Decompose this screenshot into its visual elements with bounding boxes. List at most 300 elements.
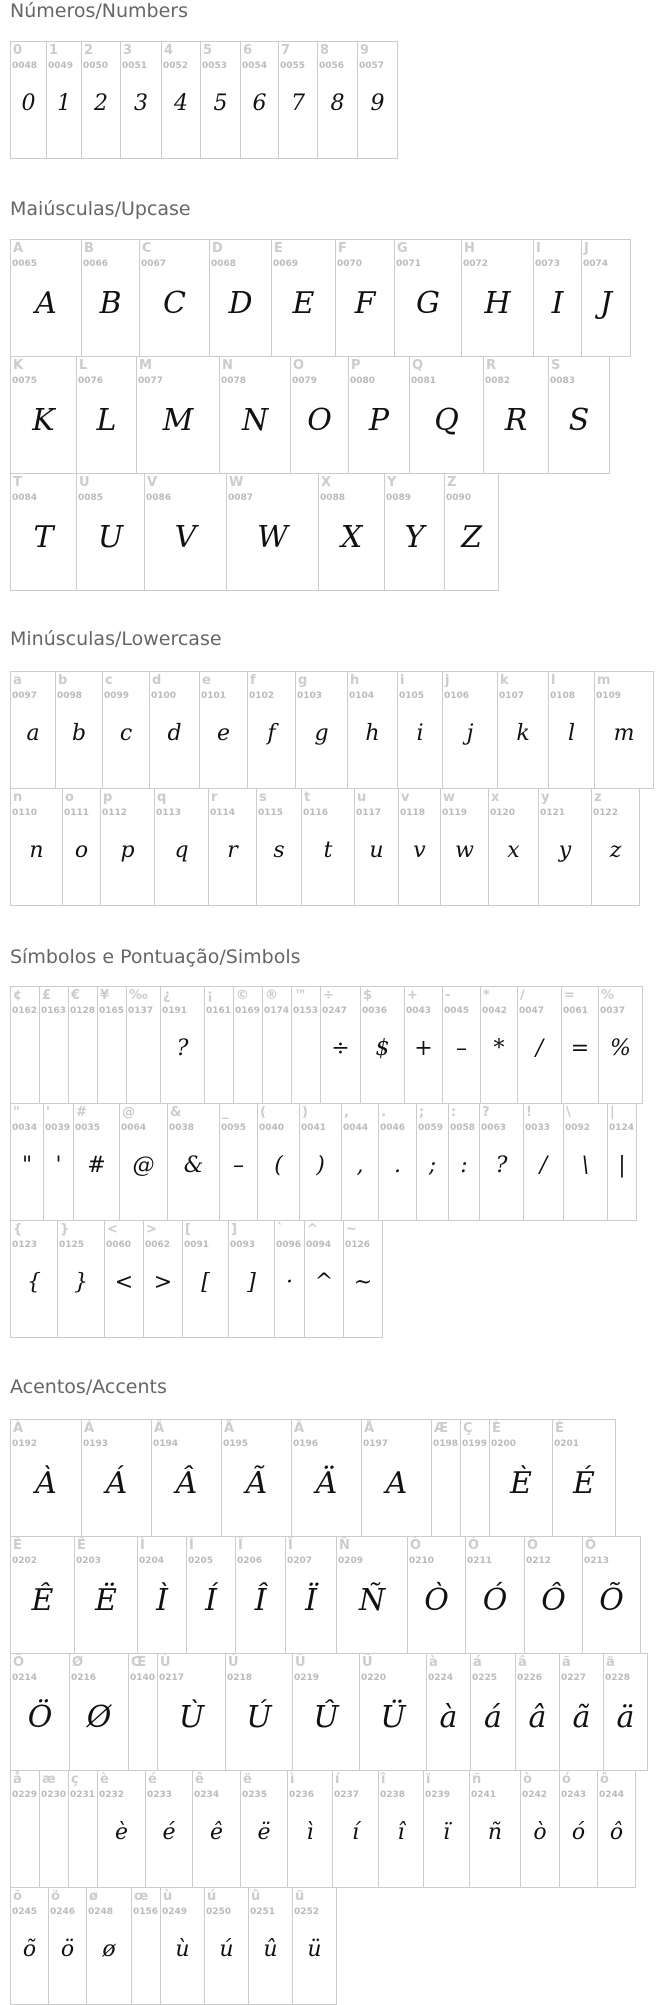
character-code: 0207 [287, 1556, 313, 1566]
glyph-cell [226, 1654, 293, 1770]
glyph-cell [11, 672, 56, 788]
character-code: 0041 [301, 1123, 327, 1133]
character-label: è [100, 1772, 109, 1787]
glyph-cell [11, 474, 77, 590]
character-label: * [483, 988, 490, 1003]
glyph-cell [144, 1221, 183, 1337]
character-code: 0048 [12, 61, 38, 71]
glyph-cell [441, 789, 489, 905]
character-code: 0110 [12, 808, 38, 818]
character-label: i [400, 673, 405, 688]
glyph-preview: 8 [330, 91, 345, 116]
character-label: 4 [164, 43, 174, 58]
glyph-cell [140, 240, 210, 356]
glyph-preview: – [233, 1153, 244, 1178]
glyph-cell [129, 1654, 158, 1770]
glyph-cell [470, 1771, 521, 1887]
glyph-cell [11, 1888, 49, 2004]
character-code: 0214 [12, 1673, 38, 1683]
character-code: 0066 [83, 259, 109, 269]
character-label: € [71, 988, 81, 1003]
character-code: 0034 [12, 1123, 38, 1133]
glyph-row-3-2 [10, 1220, 383, 1338]
section-title-2: Minúsculas/Lowercase [10, 628, 222, 650]
character-code: 0074 [583, 259, 609, 269]
character-label: ? [482, 1105, 490, 1120]
character-label: r [211, 790, 218, 805]
glyph-preview: [ [201, 1270, 210, 1295]
character-label: Ô [527, 1538, 539, 1553]
character-label: W [229, 475, 244, 490]
character-label: 3 [123, 43, 133, 58]
glyph-preview: k [516, 721, 530, 746]
character-code: 0121 [540, 808, 566, 818]
character-code: 0234 [194, 1790, 220, 1800]
glyph-cell [293, 1888, 337, 2004]
glyph-preview: ] [247, 1270, 256, 1295]
character-code: 0120 [490, 808, 516, 818]
character-label: K [13, 358, 24, 373]
character-label: Ã [224, 1421, 235, 1436]
character-label: / [520, 988, 525, 1003]
character-label: @ [122, 1105, 135, 1120]
glyph-preview: ( [274, 1153, 283, 1178]
character-code: 0072 [463, 259, 489, 269]
character-code: 0096 [276, 1240, 302, 1250]
glyph-cell [599, 987, 643, 1103]
glyph-preview: B [99, 286, 122, 321]
glyph-preview: a [26, 721, 40, 746]
character-code: 0103 [297, 691, 323, 701]
glyph-cell [379, 1104, 417, 1220]
glyph-cell [258, 1104, 300, 1220]
glyph-preview: x [507, 838, 520, 863]
glyph-cell [344, 1221, 383, 1337]
glyph-preview: ? [176, 1036, 189, 1061]
character-code: 0089 [386, 493, 412, 503]
glyph-preview: e [216, 721, 231, 746]
glyph-cell [98, 987, 127, 1103]
character-label: Œ [131, 1655, 147, 1670]
character-label: ã [562, 1655, 571, 1670]
character-code: 0229 [12, 1790, 38, 1800]
character-code: 0107 [499, 691, 525, 701]
character-code: 0231 [70, 1790, 96, 1800]
glyph-cell [333, 1771, 379, 1887]
glyph-preview: Ê [31, 1583, 54, 1618]
character-label: L [79, 358, 88, 373]
character-code: 0239 [425, 1790, 451, 1800]
character-label: 7 [281, 43, 291, 58]
character-label: É [555, 1421, 564, 1436]
character-code: 0079 [292, 376, 318, 386]
glyph-preview: V [174, 520, 197, 555]
glyph-cell [293, 1654, 360, 1770]
character-label: ä [606, 1655, 615, 1670]
glyph-row-2-0 [10, 671, 654, 789]
character-code: 0225 [472, 1673, 498, 1683]
character-code: 0201 [554, 1439, 580, 1449]
character-code: 0051 [122, 61, 148, 71]
character-label: à [429, 1655, 438, 1670]
character-label: c [105, 673, 113, 688]
character-label: û [251, 1889, 261, 1904]
character-label: Z [447, 475, 457, 490]
character-label: æ [42, 1772, 56, 1787]
glyph-preview: y [558, 838, 572, 863]
character-label: < [107, 1222, 118, 1237]
glyph-preview: 5 [213, 91, 228, 116]
character-code: 0104 [349, 691, 375, 701]
glyph-preview: C [163, 286, 186, 321]
glyph-preview: ä [616, 1700, 635, 1735]
glyph-preview: m [613, 721, 635, 746]
character-label: 1 [49, 43, 59, 58]
character-code: 0040 [259, 1123, 285, 1133]
character-code: 0085 [78, 493, 104, 503]
character-label: \ [566, 1105, 571, 1120]
glyph-preview: ü [307, 1937, 322, 1962]
character-label: í [335, 1772, 340, 1787]
character-label: , [344, 1105, 349, 1120]
glyph-cell [319, 474, 385, 590]
character-code: 0204 [139, 1556, 165, 1566]
character-code: 0053 [202, 61, 228, 71]
glyph-row-4-1 [10, 1536, 641, 1654]
character-code: 0248 [88, 1907, 114, 1917]
glyph-cell [77, 357, 137, 473]
character-label: Ì [140, 1538, 145, 1553]
glyph-preview: ^ [314, 1270, 334, 1295]
character-label: g [298, 673, 308, 688]
character-code: 0049 [48, 61, 74, 71]
character-label: P [351, 358, 361, 373]
glyph-preview: / [539, 1153, 548, 1178]
glyph-row-2-1 [10, 788, 640, 906]
character-label: Ñ [339, 1538, 350, 1553]
character-label: V [147, 475, 158, 490]
character-code: 0122 [593, 808, 619, 818]
character-code: 0200 [491, 1439, 517, 1449]
glyph-cell [516, 1654, 560, 1770]
character-code: 0162 [12, 1006, 38, 1016]
character-label: á [473, 1655, 482, 1670]
character-label: Ó [468, 1538, 480, 1553]
glyph-preview: Z [461, 520, 482, 555]
glyph-preview: @ [132, 1153, 155, 1178]
glyph-row-4-3 [10, 1770, 636, 1888]
character-label: z [594, 790, 602, 805]
glyph-preview: X [340, 520, 363, 555]
glyph-preview: É [573, 1466, 595, 1501]
character-label: } [60, 1222, 70, 1237]
character-code: 0036 [362, 1006, 388, 1016]
character-label: ) [302, 1105, 308, 1120]
glyph-preview: r [227, 838, 238, 863]
glyph-cell [337, 1537, 408, 1653]
glyph-cell [11, 1420, 82, 1536]
glyph-cell [209, 789, 257, 905]
glyph-row-3-0 [10, 986, 643, 1104]
character-code: 0097 [12, 691, 38, 701]
glyph-preview: \ [581, 1153, 590, 1178]
glyph-preview: â [528, 1700, 547, 1735]
character-code: 0126 [345, 1240, 371, 1250]
glyph-preview: * [493, 1036, 505, 1061]
character-code: 0047 [519, 1006, 545, 1016]
glyph-cell [161, 987, 205, 1103]
character-code: 0217 [159, 1673, 185, 1683]
glyph-preview: Ñ [358, 1583, 386, 1618]
character-code: 0250 [206, 1907, 232, 1917]
character-code: 0193 [83, 1439, 109, 1449]
character-label: S [551, 358, 561, 373]
glyph-preview: Ë [95, 1583, 117, 1618]
glyph-cell [489, 789, 539, 905]
character-label: ÷ [323, 988, 334, 1003]
glyph-cell [484, 357, 549, 473]
character-label: j [445, 673, 450, 688]
character-label: £ [42, 988, 52, 1003]
glyph-preview: h [365, 721, 380, 746]
glyph-preview: f [267, 721, 276, 746]
character-code: 0236 [289, 1790, 315, 1800]
character-label: e [202, 673, 211, 688]
section-title-1: Maiúsculas/Upcase [10, 198, 191, 220]
character-label: 8 [320, 43, 330, 58]
glyph-cell [461, 1420, 490, 1536]
character-code: 0224 [428, 1673, 454, 1683]
glyph-preview: Ó [482, 1583, 508, 1618]
glyph-preview: $ [375, 1036, 390, 1061]
character-code: 0038 [169, 1123, 195, 1133]
glyph-cell [49, 1888, 87, 2004]
glyph-cell [11, 240, 82, 356]
glyph-row-1-2 [10, 473, 499, 591]
character-label: E [274, 241, 283, 256]
character-label: p [103, 790, 113, 805]
character-code: 0232 [99, 1790, 125, 1800]
glyph-cell [47, 42, 82, 158]
character-code: 0228 [605, 1673, 631, 1683]
glyph-row-3-1 [10, 1103, 637, 1221]
character-label: å [13, 1772, 22, 1787]
glyph-cell [82, 42, 121, 158]
glyph-cell [272, 240, 336, 356]
character-label: ` [277, 1222, 284, 1237]
character-label: Ê [13, 1538, 22, 1553]
glyph-cell [193, 1771, 241, 1887]
character-label: Ï [288, 1538, 293, 1553]
glyph-preview: ; [428, 1153, 437, 1178]
glyph-preview: Õ [599, 1583, 624, 1618]
glyph-cell [132, 1888, 161, 2004]
glyph-preview: Ü [380, 1700, 406, 1735]
glyph-cell [69, 987, 98, 1103]
glyph-cell [145, 474, 227, 590]
character-label: w [443, 790, 456, 805]
character-code: 0203 [76, 1556, 102, 1566]
glyph-preview: , [356, 1153, 364, 1178]
character-label: ¢ [13, 988, 23, 1003]
glyph-cell [183, 1221, 229, 1337]
glyph-preview: N [241, 403, 269, 438]
character-code: 0242 [522, 1790, 548, 1800]
glyph-cell [349, 357, 410, 473]
character-label: 2 [84, 43, 94, 58]
glyph-preview: F [354, 286, 376, 321]
glyph-cell [275, 1221, 305, 1337]
character-label: o [65, 790, 74, 805]
character-code: 0108 [550, 691, 576, 701]
glyph-cell [220, 1104, 258, 1220]
character-code: 0249 [162, 1907, 188, 1917]
character-code: 0092 [565, 1123, 591, 1133]
character-code: 0039 [45, 1123, 71, 1133]
character-label: ü [295, 1889, 305, 1904]
glyph-cell [263, 987, 292, 1103]
character-label: % [601, 988, 615, 1003]
glyph-row-1-1 [10, 356, 610, 474]
glyph-cell [342, 1104, 379, 1220]
character-label: k [500, 673, 509, 688]
glyph-preview: K [32, 403, 55, 438]
character-code: 0055 [280, 61, 306, 71]
glyph-cell [241, 42, 279, 158]
glyph-cell [40, 1771, 69, 1887]
character-code: 0209 [338, 1556, 364, 1566]
glyph-cell [227, 474, 319, 590]
character-code: 0044 [343, 1123, 369, 1133]
glyph-preview: Ï [305, 1583, 317, 1618]
glyph-preview: 0 [21, 91, 36, 116]
character-label: ® [265, 988, 278, 1003]
glyph-preview: ì [306, 1820, 314, 1845]
character-code: 0112 [102, 808, 128, 818]
character-label: Õ [585, 1538, 597, 1553]
character-label: " [13, 1105, 20, 1120]
glyph-preview: 3 [134, 91, 148, 116]
glyph-cell [158, 1654, 226, 1770]
glyph-preview: í [351, 1820, 360, 1845]
character-label: U [79, 475, 90, 490]
glyph-preview: c [119, 721, 133, 746]
character-label: Ø [72, 1655, 84, 1670]
character-label: Y [387, 475, 397, 490]
glyph-preview: Ö [27, 1700, 53, 1735]
section-title-3: Símbolos e Pontuação/Simbols [10, 946, 301, 968]
glyph-preview: n [29, 838, 44, 863]
glyph-preview: 7 [291, 91, 305, 116]
glyph-cell [490, 1420, 553, 1536]
character-label: Í [189, 1538, 194, 1553]
glyph-cell [300, 1104, 342, 1220]
section-title-0: Números/Numbers [10, 0, 188, 22]
glyph-cell [249, 1888, 293, 2004]
glyph-cell [296, 672, 348, 788]
glyph-cell [395, 240, 462, 356]
glyph-cell [121, 42, 162, 158]
character-label: t [304, 790, 311, 805]
character-label: Î [238, 1538, 243, 1553]
character-code: 0084 [12, 493, 38, 503]
character-label: x [491, 790, 500, 805]
character-code: 0140 [130, 1673, 156, 1683]
glyph-cell [248, 672, 296, 788]
character-code: 0063 [481, 1123, 507, 1133]
character-label: q [157, 790, 167, 805]
character-code: 0163 [41, 1006, 67, 1016]
character-code: 0050 [83, 61, 109, 71]
character-code: 0065 [12, 259, 38, 269]
character-code: 0083 [550, 376, 576, 386]
glyph-preview: } [74, 1270, 88, 1295]
glyph-cell [549, 357, 610, 473]
character-label: O [293, 358, 305, 373]
glyph-preview: U [97, 520, 124, 555]
glyph-preview: È [510, 1466, 532, 1501]
character-code: 0082 [485, 376, 511, 386]
character-label: . [381, 1105, 386, 1120]
character-code: 0161 [206, 1006, 232, 1016]
glyph-cell [595, 672, 654, 788]
character-label: â [518, 1655, 527, 1670]
character-code: 0165 [99, 1006, 125, 1016]
character-label: m [597, 673, 611, 688]
character-label: d [152, 673, 162, 688]
character-code: 0102 [249, 691, 275, 701]
character-label: I [536, 241, 541, 256]
glyph-preview: A [35, 286, 57, 321]
character-code: 0202 [12, 1556, 38, 1566]
glyph-preview: { [27, 1270, 41, 1295]
character-code: 0128 [70, 1006, 96, 1016]
character-label: õ [13, 1889, 22, 1904]
character-code: 0043 [406, 1006, 432, 1016]
character-label: ™ [294, 988, 307, 1003]
character-code: 0247 [322, 1006, 348, 1016]
character-label: ‰ [129, 988, 148, 1003]
character-label: ï [426, 1772, 431, 1787]
character-label: î [381, 1772, 386, 1787]
glyph-preview: i [416, 721, 424, 746]
character-code: 0073 [535, 259, 561, 269]
character-label: ¿ [163, 988, 171, 1003]
glyph-cell [539, 789, 592, 905]
glyph-cell [466, 1537, 525, 1653]
glyph-preview: D [228, 286, 253, 321]
character-code: 0088 [320, 493, 346, 503]
character-label: 5 [203, 43, 213, 58]
glyph-preview: l [567, 721, 576, 746]
character-label: Ò [410, 1538, 422, 1553]
glyph-preview: Ì [156, 1583, 168, 1618]
glyph-preview: u [369, 838, 384, 863]
character-code: 0071 [396, 259, 422, 269]
glyph-cell [74, 1104, 120, 1220]
glyph-cell [201, 42, 241, 158]
character-label: Ù [160, 1655, 171, 1670]
glyph-row-0-0 [10, 41, 398, 159]
character-code: 0213 [584, 1556, 610, 1566]
glyph-cell [286, 1537, 337, 1653]
character-label: Ç [463, 1421, 473, 1436]
glyph-preview: Ô [541, 1583, 566, 1618]
character-label: ø [89, 1889, 98, 1904]
character-label: œ [134, 1889, 149, 1904]
character-label: _ [222, 1105, 229, 1120]
glyph-cell [127, 987, 161, 1103]
